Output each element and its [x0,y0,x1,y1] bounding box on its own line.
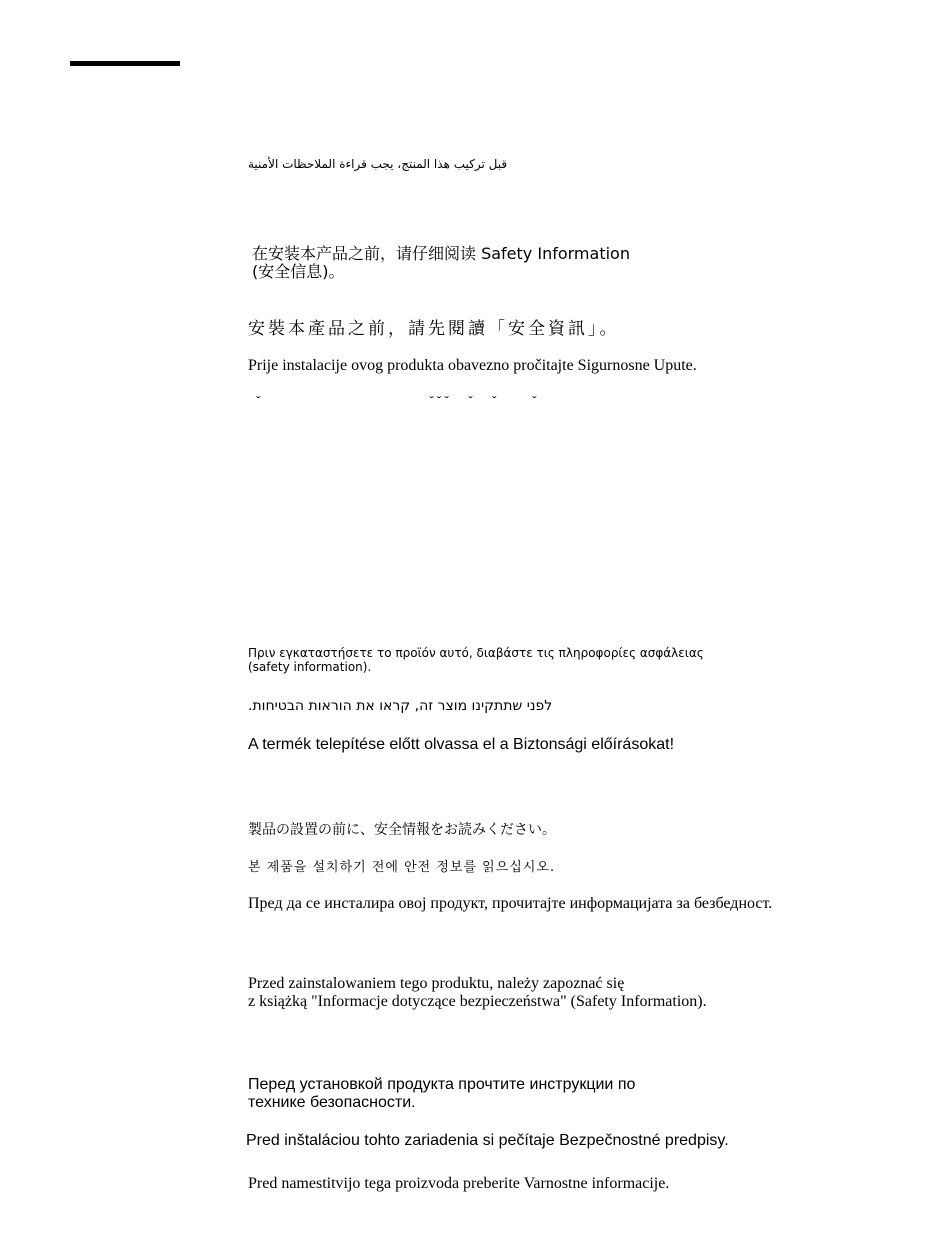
notice-chinese-simplified-line2: (安全信息)。 [252,262,345,282]
notice-polish-line1: Przed zainstalowaniem tego produktu, należy zapoznać się [248,975,625,992]
notice-russian-line1: Перед установкой продукта прочтите инструкции по [248,1076,636,1093]
notice-chinese-simplified-line1: 在安装本产品之前，请仔细阅读 Safety Information [252,244,630,263]
notice-polish-line2: z książką "Informacje dotyczące bezpieczeństwa" (Safety Information). [248,993,707,1011]
notice-slovak: Pred inštaláciou tohto zariadenia si pečítaje Bezpečnostné predpisy. [246,1132,729,1149]
notice-korean: 본 제품을 설치하기 전에 안전 정보를 읽으십시오. [248,860,556,875]
notice-polish [248,975,707,1012]
notice-greek-line2: (safety information). [248,659,372,674]
notice-russian [248,1076,635,1113]
notice-chinese-traditional: 安裝本產品之前，請先閱讀「安全資訊」。 [248,319,620,338]
notice-greek [248,647,704,675]
header-rule [70,61,180,66]
notice-macedonian: Пред да се инсталира овој продукт, прочитајте информацијата за безбедност. [248,895,773,912]
notice-japanese: 製品の設置の前に、安全情報をお読みください。 [248,822,556,838]
notice-czech-fragment: ˇ ˇ ˇ ˇ ˇ ˇ ˇ [256,393,537,408]
notice-chinese-simplified [252,245,630,282]
notice-greek-line1: Πριν εγκαταστήσετε το προϊόν αυτό, διαβάστε τις πληροφορίες ασφάλειας [248,646,704,660]
notice-hungarian: A termék telepítése előtt olvassa el a Biztonsági előírásokat! [248,736,675,753]
notice-hebrew: לפני שתתקינו מוצר זה, קראו את הוראות הבטיחות. [248,698,553,714]
notice-arabic: قبل تركيب هذا المنتج، يجب قراءة الملاحظات الأمنية [248,157,508,171]
notice-croatian: Prije instalacije ovog produkta obavezno pročitajte Sigurnosne Upute. [248,357,697,374]
notice-russian-line2: технике безопасности. [248,1094,416,1112]
notice-slovenian: Pred namestitvijo tega proizvoda preberite Varnostne informacije. [248,1175,670,1192]
